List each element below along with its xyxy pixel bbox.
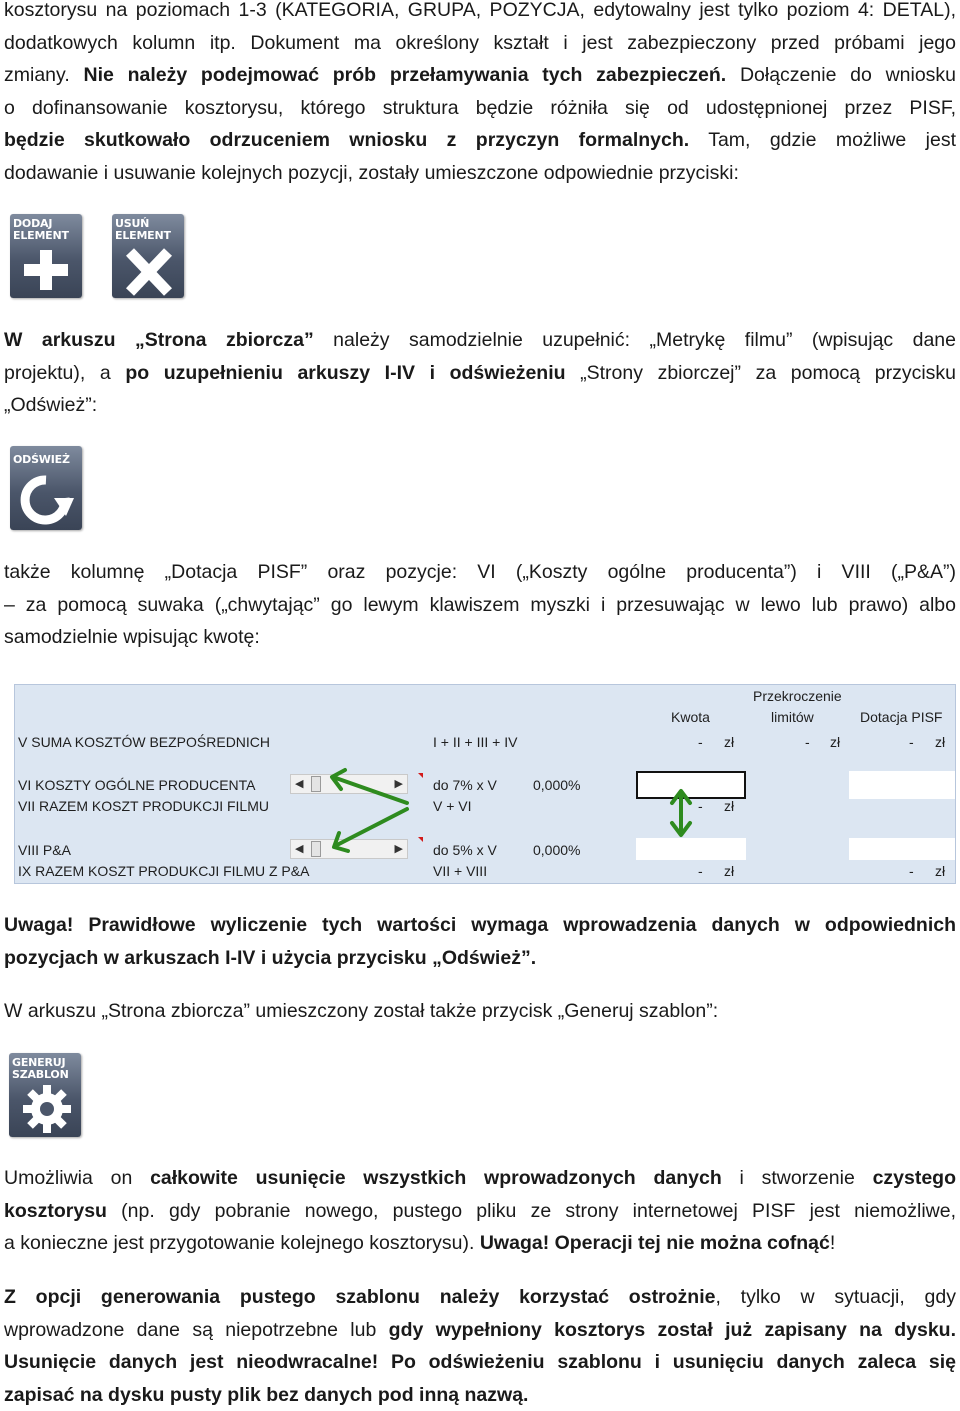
text-run: zmiany. — [4, 64, 70, 86]
text-run: Dołączenie do wniosku — [740, 64, 956, 86]
text-line — [4, 124, 956, 157]
overhead-amount-input[interactable] — [636, 771, 746, 799]
generate-template-description — [4, 1162, 956, 1260]
text-line: „Odśwież”: — [4, 389, 956, 422]
text-run: , tylko w sytuacji, gdy — [715, 1286, 956, 1308]
text-line — [4, 1379, 956, 1411]
slider-left-arrow[interactable]: ◀ — [295, 842, 303, 855]
comment-marker — [418, 837, 423, 842]
slider-right-arrow[interactable]: ▶ — [395, 777, 403, 790]
overhead-dotacja-cell — [849, 771, 955, 799]
bold-text: zapisać na dysku pusty plik bez danych pod inną nazwą. — [4, 1384, 528, 1406]
kwota-dash: - — [698, 863, 703, 879]
row-label: VI KOSZTY OGÓLNE PRODUCENTA — [18, 777, 256, 793]
text-run: ! — [830, 1232, 835, 1254]
bold-text: Usunięcie danych jest nieodwracalne! Po odświeżeniu szablonu i usunięciu danych zaleca się — [4, 1351, 956, 1373]
limit-dash: - — [805, 734, 810, 750]
label-line: ELEMENT — [115, 230, 181, 242]
label-line: DODAJ — [13, 218, 79, 230]
text-run: wprowadzone dane są niepotrzebne lub — [4, 1319, 376, 1341]
kwota-currency: zł — [724, 734, 734, 750]
text-line: W arkuszu „Strona zbiorcza” umieszczony został także przycisk „Generuj szablon”: — [4, 995, 956, 1028]
text-run: należy samodzielnie uzupełnić: „Metrykę filmu” (wpisując dane — [333, 329, 956, 351]
label-line: USUŃ — [115, 218, 181, 230]
text-line — [4, 942, 956, 975]
bold-text: czystego — [873, 1167, 956, 1189]
dotacja-currency: zł — [935, 734, 945, 750]
row-formula: do 5% x V — [433, 842, 497, 858]
plus-icon — [10, 214, 82, 298]
row-formula: V + VI — [433, 798, 472, 814]
comment-marker — [418, 773, 423, 778]
dotacja-dash: - — [909, 734, 914, 750]
kwota-dash: - — [698, 798, 703, 814]
text-line — [4, 357, 956, 390]
text-line: – za pomocą suwaka („chwytając” go lewym klawiszem myszki i przesuwając w lewo lub prawo) albo — [4, 589, 956, 622]
kwota-dash: - — [698, 734, 703, 750]
bold-text: pozycjach w arkuszach I-IV i użycia przycisku „Odśwież”. — [4, 947, 536, 969]
header-kwota: Kwota — [671, 709, 710, 725]
close-icon — [112, 214, 184, 298]
label-line: SZABLON — [12, 1069, 78, 1081]
slider-right-arrow[interactable]: ▶ — [395, 842, 403, 855]
pa-dotacja-cell — [849, 838, 955, 860]
text-line: kosztorysu na poziomach 1-3 (KATEGORIA, GRUPA, POZYCJA, edytowalny jest tylko poziom 4: DETAL), — [4, 0, 956, 27]
text-line — [4, 1162, 956, 1195]
text-run: projektu), a — [4, 362, 111, 384]
row-label: VIII P&A — [18, 842, 71, 858]
pa-slider[interactable] — [290, 839, 408, 859]
header-limitow: limitów — [771, 709, 814, 725]
row-percent: 0,000% — [533, 777, 580, 793]
text-line — [4, 1314, 956, 1347]
add-element-button[interactable] — [10, 214, 82, 298]
row-percent: 0,000% — [533, 842, 580, 858]
slider-thumb[interactable] — [311, 841, 321, 857]
generate-template-intro — [4, 995, 956, 1028]
bold-text: Z opcji generowania pustego szablonu należy korzystać ostrożnie — [4, 1286, 715, 1308]
label-line: GENERUJ — [12, 1057, 78, 1069]
bold-text: gdy wypełniony kosztorys został już zapisany na dysku. — [389, 1319, 956, 1341]
generate-template-button[interactable] — [9, 1053, 81, 1137]
row-formula: VII + VIII — [433, 863, 487, 879]
gear-icon — [9, 1053, 81, 1137]
kwota-currency: zł — [724, 863, 734, 879]
bold-text: całkowite usunięcie wszystkich wprowadzonych danych — [150, 1167, 722, 1189]
text-line — [4, 324, 956, 357]
intro-paragraph — [4, 0, 956, 189]
text-line: o dofinansowanie kosztorysu, którego struktura będzie różniła się od udostępnionej przez PISF, — [4, 92, 956, 125]
cost-summary-sheet — [14, 684, 956, 884]
slider-left-arrow[interactable]: ◀ — [295, 777, 303, 790]
remove-element-button[interactable] — [112, 214, 184, 298]
dotacja-currency: zł — [935, 863, 945, 879]
bold-text: Uwaga! Operacji tej nie można cofnąć — [480, 1232, 830, 1254]
slider-paragraph — [4, 556, 956, 654]
text-line — [4, 1281, 956, 1314]
label-line: ODŚWIEŻ — [13, 454, 79, 466]
bold-text: Uwaga! Prawidłowe wyliczenie tych wartości wymaga wprowadzenia danych w odpowiednich — [4, 914, 956, 936]
text-line — [4, 1227, 956, 1260]
overhead-slider[interactable] — [290, 774, 408, 794]
text-run: „Strony zbiorczej” za pomocą przycisku — [580, 362, 956, 384]
refresh-button[interactable] — [10, 446, 82, 530]
label-line: ELEMENT — [13, 230, 79, 242]
text-run: (np. gdy pobranie nowego, pustego pliku ze strony internetowej PISF jest niemożliwe, — [121, 1200, 956, 1222]
row-label: VII RAZEM KOSZT PRODUKCJI FILMU — [18, 798, 269, 814]
bold-text: Nie należy podejmować prób przełamywania tych zabezpieczeń. — [84, 64, 727, 86]
text-line: dodatkowych kolumn itp. Dokument ma określony kształt i jest zabezpieczony przed próbami jego — [4, 27, 956, 60]
bold-text: W arkuszu „Strona zbiorcza” — [4, 329, 314, 351]
row-formula: do 7% x V — [433, 777, 497, 793]
text-line: samodzielnie wpisując kwotę: — [4, 621, 956, 654]
bold-text: po uzupełnieniu arkuszy I-IV i odświeżeniu — [125, 362, 565, 384]
text-line — [4, 1195, 956, 1228]
text-line: także kolumnę „Dotacja PISF” oraz pozycje: VI („Koszty ogólne producenta”) i VIII („P&A”) — [4, 556, 956, 589]
text-line — [4, 1346, 956, 1379]
kwota-currency: zł — [724, 798, 734, 814]
caution-paragraph — [4, 1281, 956, 1411]
warning-paragraph — [4, 909, 956, 974]
header-przekroczenie: Przekroczenie — [753, 688, 842, 704]
text-line — [4, 59, 956, 92]
summary-sheet-paragraph — [4, 324, 956, 422]
limit-currency: zł — [830, 734, 840, 750]
text-run: Tam, gdzie możliwe jest — [708, 129, 956, 151]
row-label: V SUMA KOSZTÓW BEZPOŚREDNICH — [18, 734, 270, 750]
row-label: IX RAZEM KOSZT PRODUKCJI FILMU Z P&A — [18, 863, 309, 879]
row-formula: I + II + III + IV — [433, 734, 517, 750]
refresh-icon — [10, 446, 82, 530]
text-run: i stworzenie — [740, 1167, 855, 1189]
text-line — [4, 909, 956, 942]
text-run: Umożliwia on — [4, 1167, 132, 1189]
bold-text: będzie skutkowało odrzuceniem wniosku z przyczyn formalnych. — [4, 129, 689, 151]
text-line: dodawanie i usuwanie kolejnych pozycji, zostały umieszczone odpowiednie przyciski: — [4, 157, 956, 190]
header-dotacja: Dotacja PISF — [860, 709, 942, 725]
text-run: a konieczne jest przygotowanie kolejnego kosztorysu). — [4, 1232, 474, 1254]
slider-thumb[interactable] — [311, 776, 321, 792]
pa-amount-cell[interactable] — [636, 838, 746, 860]
bold-text: kosztorysu — [4, 1200, 107, 1222]
dotacja-dash: - — [909, 863, 914, 879]
